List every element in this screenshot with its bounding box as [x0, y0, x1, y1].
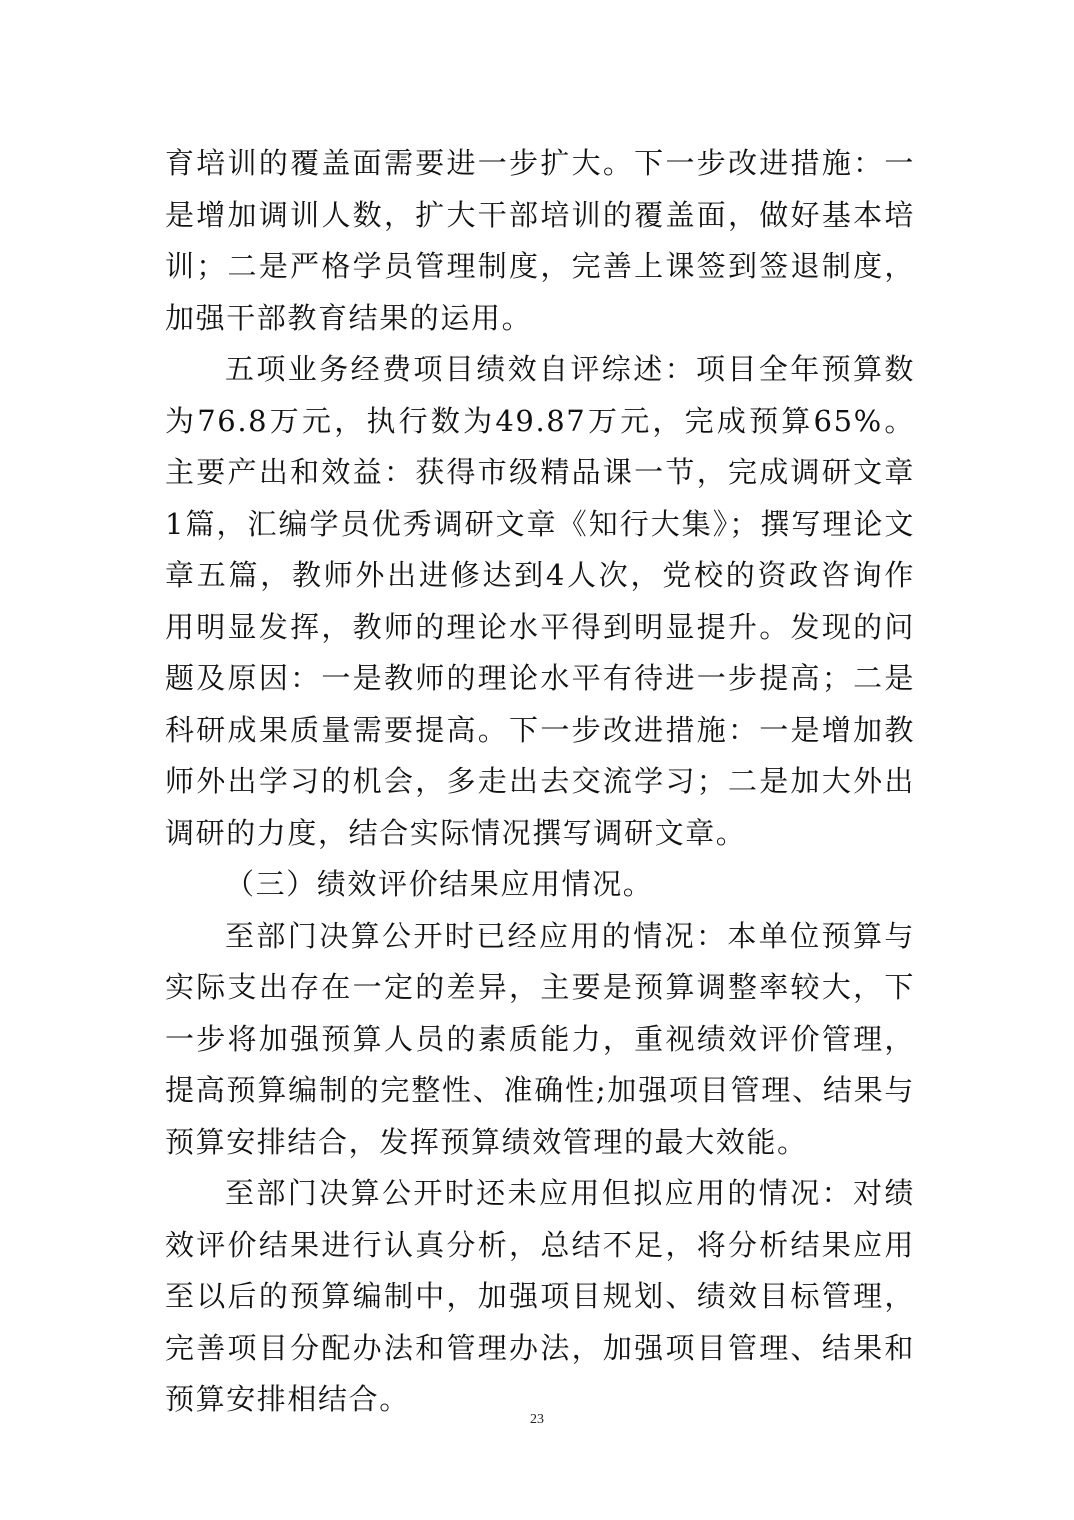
paragraph-planned-application: 至部门决算公开时还未应用但拟应用的情况：对绩效评价结果进行认真分析，总结不足，将分析结果应用至以后的预算编制中，加强项目规划、绩效目标管理，完善项目分配办法和管理办法，加强项目管理、结果和预算安排相结合。	[165, 1176, 915, 1416]
paragraph-applied-results: 至部门决算公开时已经应用的情况：本单位预算与实际支出存在一定的差异，主要是预算调整率较大，下一步将加强预算人员的素质能力，重视绩效评价管理，提高预算编制的完整性、准确性;加强项目管理、结果与预算安排结合，发挥预算绩效管理的最大效能。	[165, 918, 915, 1159]
document-body	[165, 138, 915, 1426]
page-number: 23	[530, 1412, 544, 1427]
section-heading-evaluation-results: （三）绩效评价结果应用情况。	[225, 867, 654, 901]
paragraph-training-coverage: 育培训的覆盖面需要进一步扩大。下一步改进措施：一是增加调训人数，扩大干部培训的覆盖面，做好基本培训；二是严格学员管理制度，完善上课签到签退制度，加强干部教育结果的运用。	[165, 146, 915, 335]
paragraph-business-funding-review: 五项业务经费项目绩效自评综述：项目全年预算数为76.8万元，执行数为49.87万元，完成预算65%。主要产出和效益：获得市级精品课一节，完成调研文章1篇，汇编学员优秀调研文章《知行大集》；撰写理论文章五篇，教师外出进修达到4人次，党校的资政咨询作用明显发挥，教师的理论水平得到明显提升。发现的问题及原因：一是教师的理论水平有待进一步提高；二是科研成果质量需要提高。下一步改进措施：一是增加教师外出学习的机会，多走出去交流学习；二是加大外出调研的力度，结合实际情况撰写调研文章。	[165, 352, 915, 850]
